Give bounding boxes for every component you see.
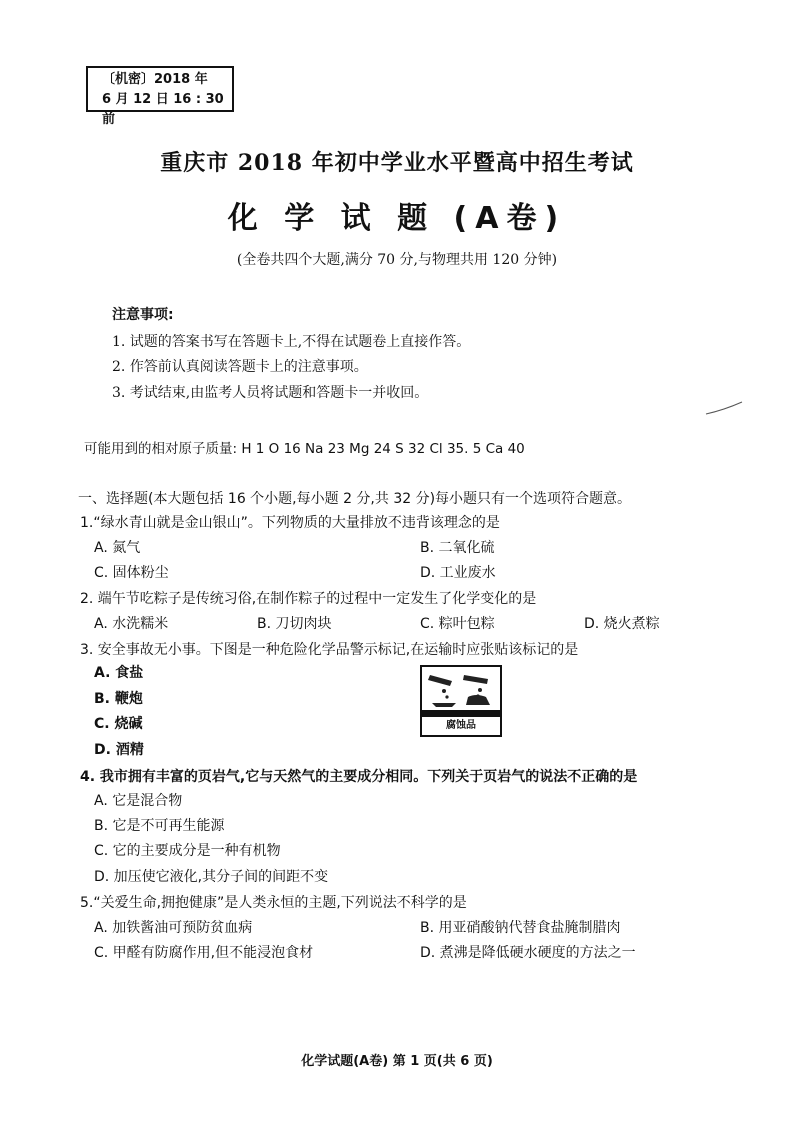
option: A. 食盐 xyxy=(94,665,144,681)
paper-title: 化 学 试 题 (A卷) xyxy=(227,201,567,236)
confidential-stamp-box xyxy=(86,66,234,127)
question-stem: 5.“关爱生命,拥抱健康”是人类永恒的主题,下列说法不科学的是 xyxy=(80,895,467,911)
option: B. 鞭炮 xyxy=(94,691,143,707)
option: D. 烧火煮粽 xyxy=(584,616,660,632)
notice-item: 1. 试题的答案书写在答题卡上,不得在试题卷上直接作答。 xyxy=(112,334,471,350)
section-heading: 一、选择题(本大题包括 16 个小题,每小题 2 分,共 32 分)每小题只有一个选项符合题意。 xyxy=(78,491,632,507)
confidential-line-2: 6 月 12 日 16 : 30 前 xyxy=(102,92,224,127)
option: C. 粽叶包粽 xyxy=(420,616,495,632)
option: D. 加压使它液化,其分子间的间距不变 xyxy=(94,869,329,885)
question-stem: 2. 端午节吃粽子是传统习俗,在制作粽子的过程中一定发生了化学变化的是 xyxy=(80,591,537,607)
pen-mark xyxy=(704,398,744,418)
option: A. 加铁酱油可预防贫血病 xyxy=(94,920,253,936)
option: B. 刀切肉块 xyxy=(257,616,332,632)
corrosive-hazard-sign xyxy=(420,665,502,737)
question-stem: 1.“绿水青山就是金山银山”。下列物质的大量排放不违背该理念的是 xyxy=(80,515,500,531)
confidential-line-1: 〔机密〕2018 年 xyxy=(102,72,208,87)
corrosive-hazard-icon xyxy=(422,667,500,717)
option: A. 它是混合物 xyxy=(94,793,183,809)
notice-heading: 注意事项: xyxy=(112,307,174,323)
atomic-masses: 可能用到的相对原子质量: H 1 O 16 Na 23 Mg 24 S 32 Cl 35. 5 Ca 40 xyxy=(84,441,525,457)
option: B. 用亚硝酸钠代替食盐腌制腊肉 xyxy=(420,920,621,936)
option: B. 二氧化硫 xyxy=(420,540,495,556)
option: D. 酒精 xyxy=(94,742,144,758)
option: C. 烧碱 xyxy=(94,716,143,732)
notice-item: 2. 作答前认真阅读答题卡上的注意事项。 xyxy=(112,359,368,375)
option: A. 水洗糯米 xyxy=(94,616,169,632)
exam-title: 重庆市 2018 年初中学业水平暨高中招生考试 xyxy=(160,150,634,176)
option: D. 煮沸是降低硬水硬度的方法之一 xyxy=(420,945,636,961)
paper-note: (全卷共四个大题,满分 70 分,与物理共用 120 分钟) xyxy=(236,252,558,268)
option: A. 氮气 xyxy=(94,540,141,556)
hazard-label: 腐蚀品 xyxy=(422,717,500,735)
option: C. 固体粉尘 xyxy=(94,565,169,581)
question-stem: 4. 我市拥有丰富的页岩气,它与天然气的主要成分相同。下列关于页岩气的说法不正确的是 xyxy=(80,769,638,785)
option: D. 工业废水 xyxy=(420,565,496,581)
question-stem: 3. 安全事故无小事。下图是一种危险化学品警示标记,在运输时应张贴该标记的是 xyxy=(80,642,579,658)
page-footer: 化学试题(A卷) 第 1 页(共 6 页) xyxy=(301,1054,493,1069)
notice-item: 3. 考试结束,由监考人员将试题和答题卡一并收回。 xyxy=(112,385,429,401)
option: C. 甲醛有防腐作用,但不能浸泡食材 xyxy=(94,945,314,961)
option: B. 它是不可再生能源 xyxy=(94,818,225,834)
option: C. 它的主要成分是一种有机物 xyxy=(94,843,281,859)
